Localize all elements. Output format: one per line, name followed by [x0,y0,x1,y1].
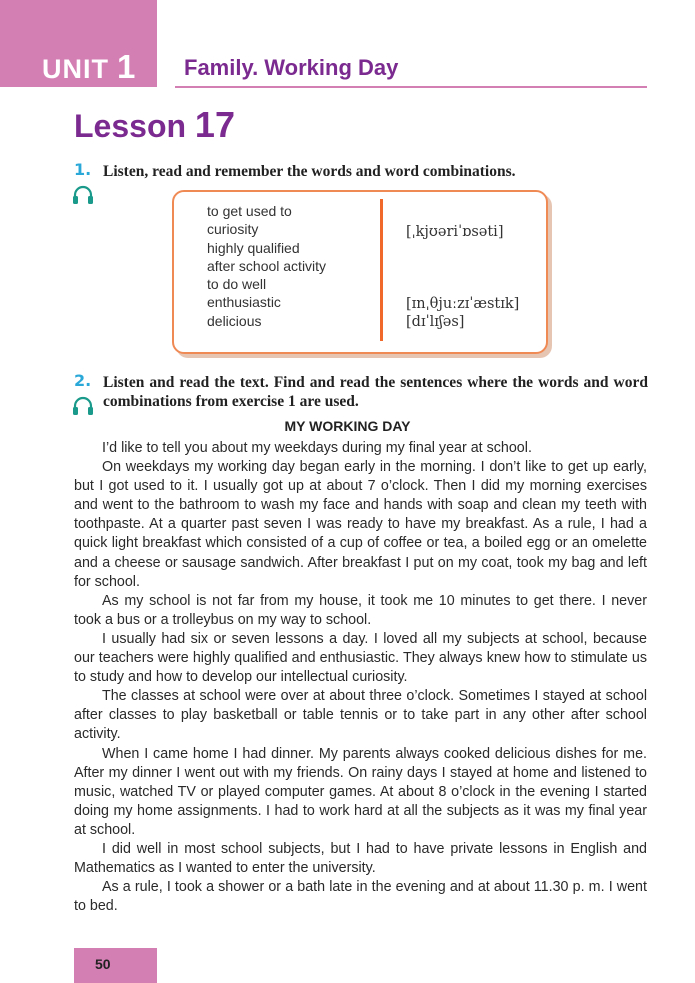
lesson-title [74,104,235,146]
exercise-1-instruction: Listen, read and remember the words and word combinations. [103,163,516,180]
vocab-word: to do well [207,276,267,293]
reading-title: MY WORKING DAY [284,418,411,434]
vocabulary-box [172,190,548,354]
transcription-enthusiastic: [ɪnˌθjuːzɪˈæstɪk] [406,296,520,312]
unit-word: UNIT [42,54,109,84]
vocabulary-list [207,202,326,330]
reading-paragraph: On weekdays my working day began early in the morning. I don’t like to get up early, but I got used to it. I usually got up at about 7 o’clock. Then I did my morning exercises and went to the bathroom to wash my face and hands with soap and clean my teeth with toothpaste. At a quarter past seven I was ready to have my breakfast. As a rule, I had a quick light breakfast which consisted of a cup of coffee or tea, a boiled egg or an omelette and a cheese or sausage sandwich. After breakfast I put on my coat, took my bag and left for school. [74,459,647,590]
exercise-1-number: 1. [74,160,92,179]
vocab-word: delicious [207,312,262,329]
headphones-icon[interactable] [72,185,94,205]
reading-text [74,439,647,916]
vocab-word: highly qualified [207,239,300,256]
reading-paragraph: As my school is not far from my house, it took me 10 minutes to get there. I never took a bus or a trolleybus on my way to school. [74,592,647,628]
lesson-number: 17 [194,104,235,145]
lesson-word: Lesson [74,108,187,144]
page-number-tab [74,948,157,983]
reading-paragraph: I did well in most school subjects, but I had to have private lessons in English and Mathematics as I wanted to enter the university. [74,840,647,877]
headphones-icon[interactable] [72,396,94,416]
transcription-curiosity: [ˌkjʊəriˈɒsəti] [406,224,504,240]
reading-paragraph: I’d like to tell you about my weekdays during my final year at school. [102,440,532,456]
header-divider [175,86,647,88]
vocab-word: after school activity [207,257,327,274]
vocab-word: enthusiastic [207,294,281,311]
vocab-word: curiosity [207,221,259,238]
transcription-delicious: [dɪˈlɪʃəs] [406,314,465,330]
unit-title: Family. Working Day [184,55,399,80]
reading-paragraph: The classes at school were over at about three o’clock. Sometimes I stayed at school after classes to play basketball or table tennis or to take part in any other after school activity. [74,688,647,743]
reading-paragraph: I usually had six or seven lessons a day. I loved all my subjects at school, because our teachers were highly qualified and enthusiastic. They always knew how to stimulate us to study and how to develop our intellectual curiosity. [74,630,647,686]
reading-paragraph: When I came home I had dinner. My parents always cooked delicious dishes for me. After my dinner I went out with my friends. On rainy days I stayed at home and listened to music, watched TV or played computer games. At about 8 o’clock in the evening I started doing my home assignments. I had to work hard at all the subjects as it was my final year at school. [74,745,647,838]
page-number: 50 [95,956,111,972]
vocab-word: to get used to [207,203,292,219]
vocabulary-divider [380,199,383,341]
exercise-2-number: 2. [74,371,92,390]
reading-paragraph: As a rule, I took a shower or a bath late in the evening and at about 11.30 p. m. I went to bed. [74,879,647,915]
unit-label [42,48,136,86]
exercise-2-instruction: Listen and read the text. Find and read the sentences where the words and word combinations from exercise 1 are used. [103,374,648,410]
unit-number: 1 [117,48,137,85]
